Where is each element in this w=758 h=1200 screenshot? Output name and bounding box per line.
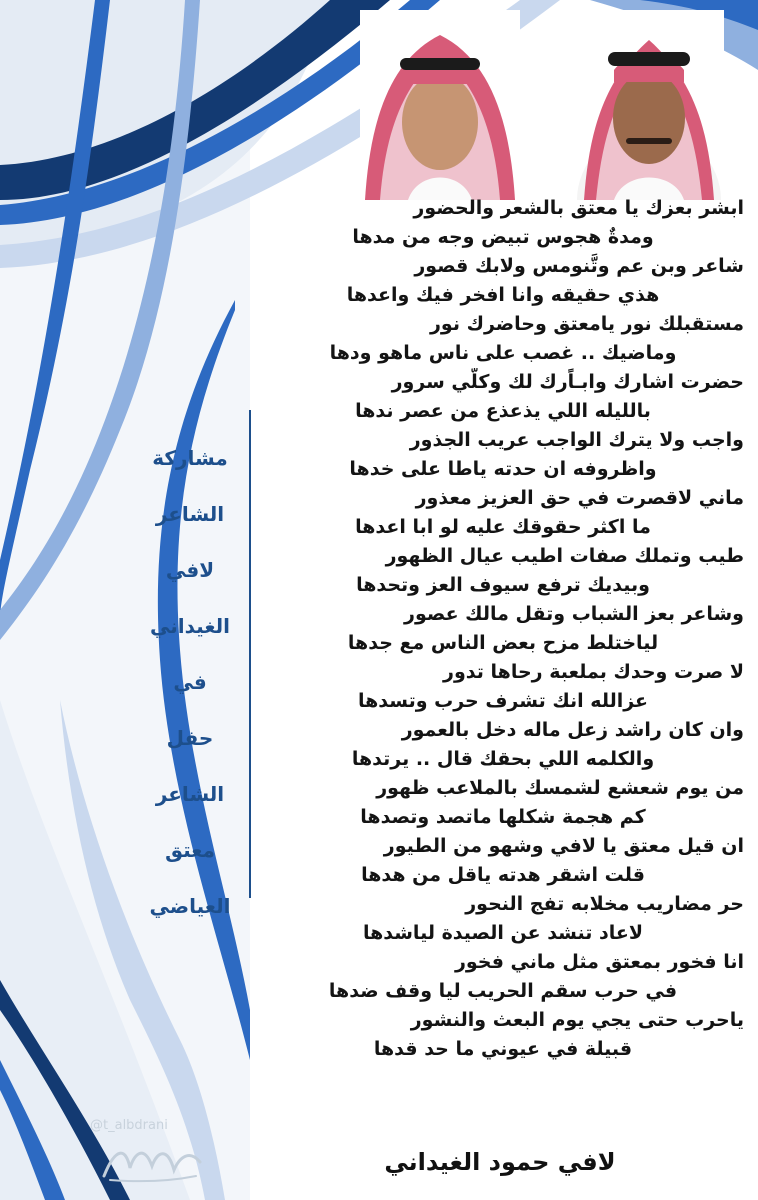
poem-line: طيب وتملك صفات اطيب عيال الظهور [385,545,744,567]
poem-line: في حرب سقم الحريب ليا وقف ضدها [328,980,678,1002]
poem-line: حضرت اشارك وابـاًرك لك وكلّي سرور [391,371,744,393]
side-caption [128,430,252,934]
poem-line: من يوم شعشع لشمسك بالملاعب ظهور [376,777,744,799]
side-caption-word: لافي [165,558,215,582]
poem-line: قبيلة في عيوني ما حد قدها [373,1038,633,1060]
poem-line: ومدةٌ هجوس تبيض وجه من مدها [352,226,654,248]
poem-line: وان كان راشد زعل ماله دخل بالعمور [401,719,744,741]
side-caption-word: معتق [165,838,215,862]
side-caption-word: العياضي [149,894,231,918]
side-caption-word: الغيداني [150,614,230,638]
poem-line: وشاعر بعز الشباب وتقل مالك عصور [404,603,744,625]
poem-line: حر مضاريب مخلابه تفج النحور [465,893,744,915]
poem-line: ان قيل معتق يا لافي وشهو من الطيور [383,835,744,857]
poem-line: بالليله اللي يذعذع من عصر ندها [355,400,651,422]
side-caption-word: حفل [166,726,214,750]
poem-line: ياحرب حتى يجي يوم البعث والنشور [410,1009,744,1031]
watermark-handle: @t_albdrani [90,1118,168,1133]
side-caption-word: مشاركة [152,446,228,470]
poem-line: هذي حقيقه وانا افخر فيك واعدها [346,284,660,306]
poem-line: والكلمه اللي بحقك قال .. يرتدها [351,748,655,770]
poem-line: وماضيك .. غصب على ناس ماهو ودها [329,342,677,364]
side-caption-word: الشاعر [155,782,225,806]
poem-line: مستقبلك نور يامعتق وحاضرك نور [429,313,744,335]
poem-line: لا صرت وحدك بملعبة رحاها تدور [443,661,744,683]
poem-line: ابشر بعزك يا معتق بالشعر والحضور [413,197,744,219]
poem-line: لاعاد تنشد عن الصيدة لياشدها [362,922,644,944]
poem-line: كم هجمة شكلها ماتصد وتصدها [360,806,646,828]
side-caption-word: الشاعر [155,502,225,526]
side-caption-word: في [173,670,207,694]
poem-line: لياختلط مزح بعض الناس مع جدها [347,632,659,654]
poem-line: انا فخور بمعتق مثل ماني فخور [454,951,744,973]
poem-line: ماني لاقصرت في حق العزيز معذور [415,487,744,509]
poem-line: وبيديك ترفع سيوف العز وتحدها [356,574,650,596]
poet-photo-right [574,10,724,200]
calligraphy-logo-icon [96,1136,206,1186]
poem-line: عزالله انك تشرف حرب وتسدها [357,690,649,712]
poet-signature: لافي حمود الغيداني [384,1148,616,1176]
poem-line: واجب ولا يترك الواجب عريب الجذور [409,429,744,451]
poem-body [256,194,750,1064]
poem-line: واظروفه ان حدته ياطا على خدها [349,458,657,480]
poem-line: قلت اشقر هدته ياقل من هدها [361,864,645,886]
poem-line: شاعر وبن عم وتَّنومس ولابك قصور [414,255,744,277]
poem-line: ما اكثر حقوقك عليه لو ابا اعدها [355,516,651,538]
poet-photo-left [360,10,520,200]
